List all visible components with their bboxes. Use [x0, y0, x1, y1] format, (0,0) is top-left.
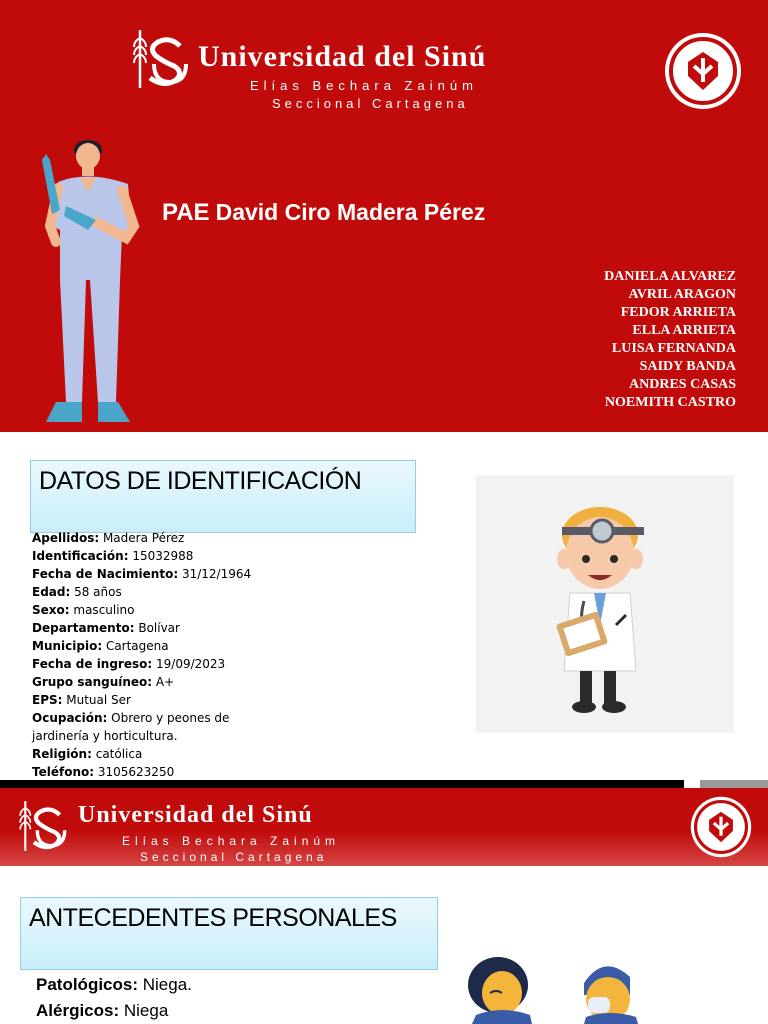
university-logo — [132, 24, 572, 116]
student-list — [536, 268, 736, 412]
slide-title — [162, 199, 485, 227]
identification-heading-box — [30, 460, 416, 533]
university-name: Universidad del Sinú — [198, 40, 487, 73]
student-name: ANDRES CASAS — [629, 377, 736, 392]
second-slide-header — [0, 788, 768, 866]
field-identificacion: Identificación: 15032988 — [32, 549, 194, 563]
student-name: AVRIL ARAGON — [628, 287, 736, 302]
title-prefix: PAE — [162, 199, 210, 226]
student-name: SAIDY BANDA — [639, 359, 736, 374]
field-ocupacion: Ocupación: Obrero y peones de jardinería y horticultura. — [32, 711, 230, 743]
antecedente-alergicos: Alérgicos: Niega — [36, 1001, 169, 1020]
su-monogram-icon — [18, 796, 72, 856]
university-name: Universidad del Sinú — [78, 802, 313, 828]
field-departamento: Departamento: Bolívar — [32, 621, 180, 635]
slide-divider — [0, 780, 684, 788]
field-telefono: Teléfono: 3105623250 — [32, 765, 175, 779]
field-apellidos: Apellidos: Madera Pérez — [32, 531, 185, 545]
field-sexo: Sexo: masculino — [32, 603, 135, 617]
identification-heading: DATOS DE IDENTIFICACIÓN — [39, 467, 362, 495]
antecedente-patologicos: Patológicos: Niega. — [36, 975, 192, 994]
student-name: NOEMITH CASTRO — [604, 395, 736, 410]
doctor-illustration — [476, 475, 734, 733]
field-religion: Religión: católica — [32, 747, 143, 761]
slide-divider-accent — [700, 780, 768, 788]
patient-name: David Ciro Madera Pérez — [215, 199, 486, 225]
student-name: LUISA FERNANDA — [611, 341, 736, 356]
university-logo — [18, 796, 418, 868]
title-slide — [0, 0, 768, 432]
su-monogram-icon — [132, 24, 194, 94]
identification-fields — [32, 529, 272, 781]
university-campus: Seccional Cartagena — [140, 850, 328, 864]
field-fecha-ingreso: Fecha de ingreso: 19/09/2023 — [32, 657, 226, 671]
doctor-card — [476, 475, 734, 733]
antecedentes-list — [36, 972, 192, 1024]
field-edad: Edad: 58 años — [32, 585, 122, 599]
university-campus: Seccional Cartagena — [272, 96, 469, 111]
student-name: DANIELA ALVAREZ — [604, 269, 736, 284]
university-badge-icon — [664, 32, 742, 110]
field-eps: EPS: Mutual Ser — [32, 693, 131, 707]
nurse-illustration — [36, 130, 146, 426]
field-municipio: Municipio: Cartagena — [32, 639, 169, 653]
antecedentes-heading-box — [20, 897, 438, 970]
field-grupo-sanguineo: Grupo sanguíneo: A+ — [32, 675, 175, 689]
student-name: ELLA ARRIETA — [632, 323, 736, 338]
university-subtitle: Elías Bechara Zainúm — [122, 834, 341, 848]
patients-illustration — [462, 955, 652, 1024]
antecedentes-heading: ANTECEDENTES PERSONALES — [29, 904, 397, 932]
student-name: FEDOR ARRIETA — [620, 305, 736, 320]
university-subtitle: Elías Bechara Zainúm — [250, 78, 478, 93]
university-badge-icon — [690, 796, 752, 858]
field-fecha-nacimiento: Fecha de Nacimiento: 31/12/1964 — [32, 567, 252, 581]
